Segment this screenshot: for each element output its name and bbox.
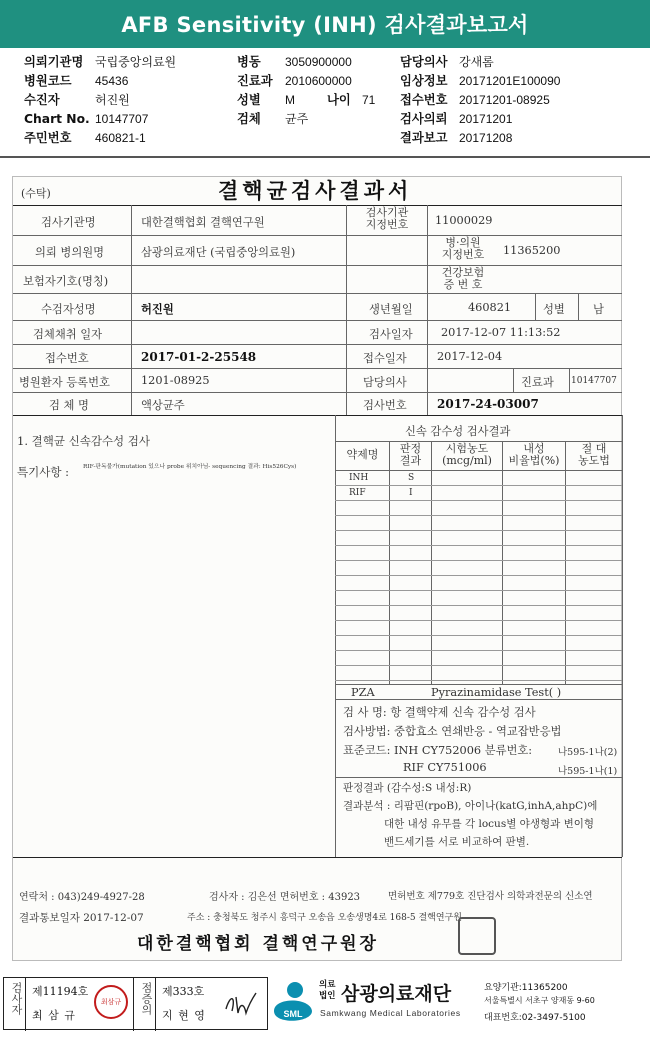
label-test-number: 검사번호	[363, 399, 407, 412]
info-code-inh: 표준코드: INH CY752006 분류번호:	[343, 744, 533, 757]
info-result-legend: 판정결과 (감수성:S 내성:R)	[343, 782, 472, 794]
value-test-date: 2017-12-07 11:13:52	[441, 326, 561, 339]
scanned-result-document	[12, 176, 622, 961]
result-inh: S	[408, 473, 415, 483]
label-hospital-no: 병·의원 지정번호	[441, 236, 485, 261]
col-result: 판정 결과	[399, 442, 422, 467]
reviewer-license: 제333호	[162, 985, 205, 998]
value-specimen: 균주	[285, 112, 309, 126]
label-hospital-code: 병원코드	[24, 74, 72, 88]
value-patient: 허진원	[95, 93, 130, 107]
header-divider	[0, 156, 650, 158]
info-analysis-2: 대한 내성 유무를 각 locus별 야생형과 변이형	[384, 818, 595, 830]
label-insurer: 보험자기호(명칭)	[23, 275, 109, 288]
label-receipt-date: 접수일자	[363, 352, 407, 365]
value-chart-no: 10147707	[95, 112, 149, 126]
value-referring-hospital: 삼광의료재단 (국립중앙의료원)	[141, 246, 296, 259]
info-analysis-3: 밴드세기를 서로 비교하여 판별.	[384, 836, 530, 848]
grid-row-line	[335, 530, 622, 531]
footer	[0, 975, 650, 1042]
grid-row-line	[335, 680, 622, 681]
label-examinee: 수검자성명	[41, 303, 96, 316]
grid-row-line	[335, 515, 622, 516]
value-doctor: 강새롬	[459, 55, 494, 69]
scan-title: 결핵균검사결과서	[218, 178, 413, 203]
value-test-org: 대한결핵협회 결핵연구원	[141, 216, 265, 229]
result-rif: I	[409, 488, 413, 498]
brand-address: 서울특별시 서초구 양재동 9-60	[484, 996, 595, 1005]
value-resident-no: 460821-1	[95, 131, 146, 145]
grid-row-line	[335, 665, 622, 666]
info-method: 검사방법: 중합효소 연쇄반응 - 역교잡반응법	[343, 725, 562, 738]
brand-phone: 대표번호:02-3497-5100	[484, 1013, 586, 1023]
label-clinical-info: 임상정보	[400, 74, 448, 88]
info-code-rif: RIF CY751006	[403, 761, 487, 774]
pza-test: Pyrazinamidase Test( )	[431, 686, 562, 699]
grid-title: 신속 감수성 검사결과	[405, 425, 511, 438]
special-note-label: 특기사항 :	[17, 465, 69, 479]
info-class-inh: 나595-1나(2)	[558, 747, 618, 758]
brand-tag-a: 의료	[319, 980, 336, 990]
label-specimen: 검체	[237, 112, 261, 126]
tester-stamp: 최삼규	[94, 985, 128, 1019]
value-hospital-no: 11365200	[503, 244, 561, 257]
value-examinee: 허진원	[141, 302, 174, 316]
label-tester: 검사자	[10, 982, 23, 1015]
value-gender: 남	[593, 303, 604, 316]
label-patient-reg-no: 병원환자 등록번호	[19, 376, 110, 389]
grid-row-line	[335, 575, 622, 576]
grid-row-line	[335, 620, 622, 621]
label-sampling-date: 검체채취 일자	[33, 328, 103, 341]
label-sex: 성별	[237, 93, 261, 107]
value-receipt-date: 2017-12-04	[437, 350, 503, 363]
report-title: AFB Sensitivity (INH) 검사결과보고서	[0, 0, 650, 48]
value-specimen-name: 액상균주	[141, 399, 185, 412]
label-attending-doctor: 담당의사	[363, 376, 407, 389]
notify-date: 결과통보일자 2017-12-07	[19, 912, 144, 924]
col-absolute: 절 대 농도법	[578, 442, 610, 467]
meta-info	[0, 53, 650, 153]
label-test-org: 검사기관명	[41, 216, 96, 229]
provider-code: 요양기관:11365200	[484, 983, 568, 993]
reviewer-name: 지 현 영	[162, 1009, 206, 1022]
label-gender: 성별	[543, 303, 565, 316]
label-reviewer: 점증의	[140, 982, 153, 1015]
label-ward: 병동	[237, 55, 261, 69]
value-receipt-no: 20171201-08925	[459, 93, 550, 107]
value-report-date: 20171208	[459, 131, 513, 145]
sml-logo-icon	[270, 979, 316, 1027]
value-test-number: 2017-24-03007	[437, 397, 539, 411]
label-birthdate: 생년월일	[369, 303, 413, 316]
value-department: 2010600000	[285, 74, 352, 88]
label-referring-hospital: 의뢰 병의원명	[35, 246, 105, 259]
value-request-date: 20171201	[459, 112, 513, 126]
value-receipt-number: 2017-01-2-25548	[141, 350, 257, 364]
col-drug: 약제명	[346, 448, 379, 461]
label-department: 진료과	[237, 74, 273, 88]
value-patient-reg-no: 1201-08925	[141, 374, 210, 387]
reviewer-signature	[222, 989, 258, 1017]
tester-info: 검사자 : 김은선 면허번호 : 43923	[209, 892, 361, 903]
label-age: 나이	[327, 93, 351, 107]
drug-rif: RIF	[349, 488, 366, 498]
label-receipt-no: 접수번호	[400, 93, 448, 107]
label-institution: 의뢰기관명	[24, 55, 84, 69]
value-birthdate: 460821	[468, 301, 512, 314]
info-test-name: 검 사 명: 항 결핵약제 신속 감수성 검사	[343, 706, 536, 719]
grid-row-line	[335, 650, 622, 651]
brand-tag-b: 법인	[319, 991, 336, 1001]
institute-signature: 대한결핵협회 결핵연구원장	[137, 934, 379, 954]
svg-text:SML: SML	[283, 1009, 303, 1019]
label-insurance-no: 건강보험 증 번 호	[441, 266, 485, 291]
grid-row-line	[335, 605, 622, 606]
value-hospital-code: 45436	[95, 74, 129, 88]
label-dept: 진료과	[521, 376, 554, 389]
label-doctor: 담당의사	[400, 55, 448, 69]
info-analysis-1: 결과분석 : 리팜핀(rpoB), 아이나(katG,inhA,ahpC)에	[343, 800, 598, 812]
license-info: 면허번호 제779호 진단검사 의학과전문의 신소연	[388, 891, 593, 902]
value-sex: M	[285, 93, 295, 107]
label-receipt-number: 접수번호	[45, 352, 89, 365]
grid-row-line	[335, 485, 622, 486]
brand-name: 삼광의료재단	[341, 983, 452, 1005]
col-proportion: 내성 비율법(%)	[508, 442, 560, 467]
address: 주소 : 충청북도 청주시 흥덕구 오송읍 오송생명4로 168-5 결핵연구원	[187, 913, 462, 923]
tester-license: 제11194호	[32, 985, 89, 998]
tester-name: 최 삼 규	[32, 1009, 76, 1022]
institute-seal	[458, 917, 496, 955]
label-org-no: 검사기관 지정번호	[365, 206, 409, 231]
pza-label: PZA	[351, 686, 375, 699]
consign-label: (수탁)	[21, 187, 51, 200]
contact: 연락처 : 043)249-4927-28	[19, 892, 145, 903]
value-dept: 10147707	[571, 376, 617, 386]
label-specimen-name: 검 체 명	[49, 399, 89, 412]
grid-row-line	[335, 635, 622, 636]
label-resident-no: 주민번호	[24, 131, 72, 145]
label-test-date: 검사일자	[369, 328, 413, 341]
section-heading: 1. 결핵균 신속감수성 검사	[17, 434, 151, 448]
label-request-date: 검사의뢰	[400, 112, 448, 126]
info-class-rif: 나595-1나(1)	[558, 766, 618, 777]
special-note: RIF-판독불가(mutation 있으나 probe 위치아님- sequencing 결과: His526Cys)	[83, 464, 297, 470]
label-report-date: 결과보고	[400, 131, 448, 145]
drug-inh: INH	[349, 473, 369, 483]
grid-row-line	[335, 590, 622, 591]
brand-english: Samkwang Medical Laboratories	[320, 1008, 461, 1018]
value-ward: 3050900000	[285, 55, 352, 69]
grid-row-line	[335, 500, 622, 501]
value-institution: 국립중앙의료원	[95, 55, 177, 69]
label-patient: 수진자	[24, 93, 60, 107]
label-chart-no: Chart No.	[24, 112, 90, 126]
grid-row-line	[335, 545, 622, 546]
value-clinical-info: 20171201E100090	[459, 74, 561, 88]
grid-row-line	[335, 560, 622, 561]
col-concentration: 시험농도 (mcg/ml)	[442, 442, 492, 467]
value-age: 71	[362, 93, 376, 107]
value-org-no: 11000029	[435, 214, 493, 227]
